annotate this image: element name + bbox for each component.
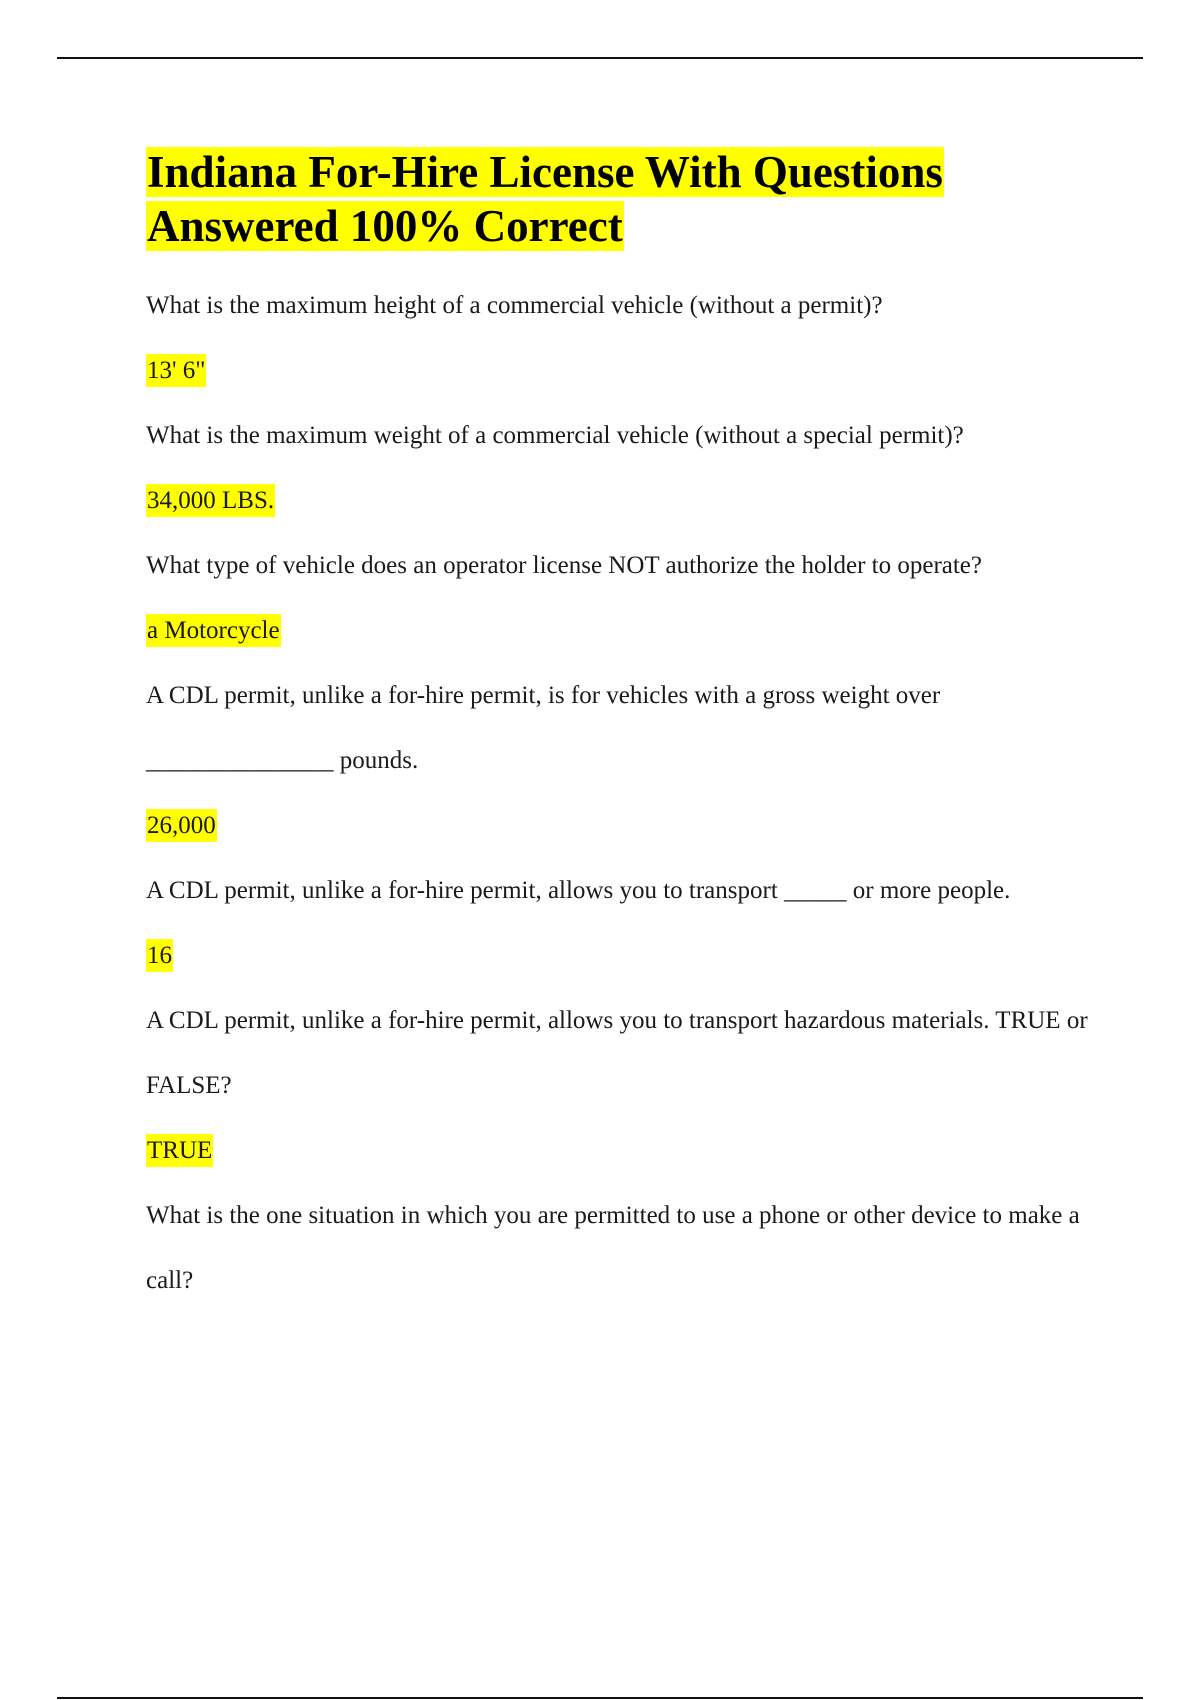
footer-rule (57, 1697, 1143, 1699)
question-4: A CDL permit, unlike a for-hire permit, is for vehicles with a gross weight over _______________ pounds. (146, 682, 941, 774)
question-5: A CDL permit, unlike a for-hire permit, allows you to transport _____ or more people. (146, 877, 1011, 904)
title-highlight: Indiana For-Hire License With Questions Answered 100% Correct (147, 147, 943, 251)
document-body (146, 145, 1096, 1313)
answer-highlight: 16 (146, 939, 173, 972)
question-7: What is the one situation in which you are permitted to use a phone or other device to make a call? (146, 1202, 1080, 1294)
document-title (146, 145, 1096, 253)
answer-2 (146, 468, 1096, 533)
qa-list (146, 273, 1096, 1313)
answer-highlight: a Motorcycle (146, 614, 281, 647)
question-6: A CDL permit, unlike a for-hire permit, allows you to transport hazardous materials. TRUE or FALSE? (146, 1007, 1088, 1099)
answer-highlight: TRUE (146, 1134, 213, 1167)
answer-5 (146, 923, 1096, 988)
question-1: What is the maximum height of a commercial vehicle (without a permit)? (146, 292, 883, 319)
answer-highlight: 26,000 (146, 809, 217, 842)
header-rule (57, 57, 1143, 59)
answer-highlight: 34,000 LBS. (146, 484, 275, 517)
question-3: What type of vehicle does an operator license NOT authorize the holder to operate? (146, 552, 982, 579)
answer-1 (146, 338, 1096, 403)
answer-3 (146, 598, 1096, 663)
answer-highlight: 13' 6" (146, 354, 206, 387)
answer-4 (146, 793, 1096, 858)
question-2: What is the maximum weight of a commercial vehicle (without a special permit)? (146, 422, 964, 449)
answer-6 (146, 1118, 1096, 1183)
